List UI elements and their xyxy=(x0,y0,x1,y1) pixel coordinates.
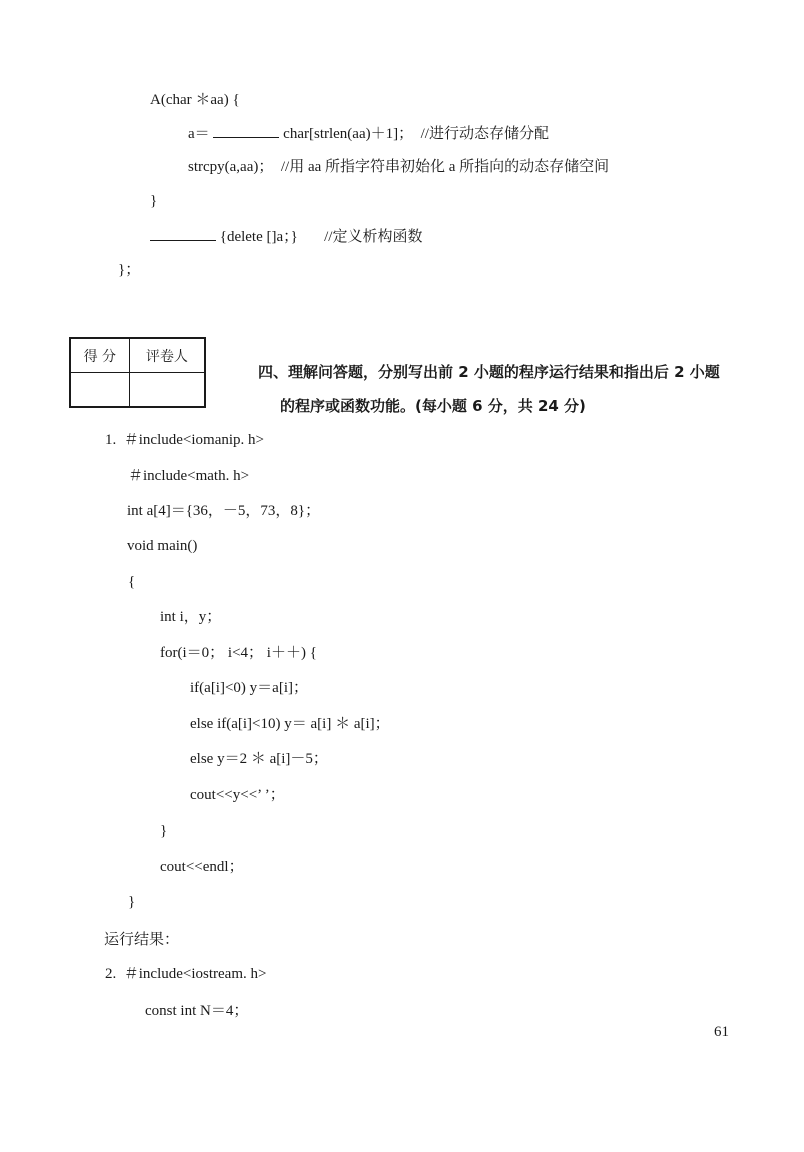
score-cell[interactable] xyxy=(70,373,129,408)
code-line: }； xyxy=(118,262,141,278)
code-line xyxy=(150,226,422,247)
q2-code-line: 2. ＃include<iostream. h> xyxy=(105,966,267,982)
fill-in-blank[interactable] xyxy=(150,226,216,241)
grader-header: 评卷人 xyxy=(129,338,205,373)
q1-code-line: } xyxy=(128,894,136,910)
section-heading: 四、理解问答题，分别写出前 2 小题的程序运行结果和指出后 2 小题 xyxy=(258,363,720,381)
q1-code-line: else y＝2 ＊ a[i]－5； xyxy=(190,751,328,767)
q1-code-line: void main() xyxy=(127,538,198,554)
q1-code-line: ＃include<math. h> xyxy=(128,468,250,484)
q1-code-line: { xyxy=(128,574,136,590)
code-line: A(char ＊aa) { xyxy=(150,92,240,108)
q1-code-line: cout<<endl； xyxy=(160,859,244,875)
code-line xyxy=(188,123,549,144)
q1-code-line: 1. ＃include<iomanip. h> xyxy=(105,432,264,448)
q1-code-line: int i，y； xyxy=(160,609,222,625)
q1-code-line: int a[4]＝{36，－5，73，8}； xyxy=(127,503,321,519)
code-text: {delete []a；} //定义析构函数 xyxy=(216,229,423,245)
code-line: strcpy(a,aa)； //用 aa 所指字符串初始化 a 所指向的动态存储空间 xyxy=(188,159,610,175)
code-line: } xyxy=(150,193,158,209)
q1-code-line: else if(a[i]<10) y＝ a[i] ＊ a[i]； xyxy=(190,716,390,732)
q2-code-line: const int N＝4； xyxy=(145,1003,249,1019)
result-label: 运行结果： xyxy=(104,930,180,948)
q1-code-line: if(a[i]<0) y＝a[i]； xyxy=(190,680,308,696)
q1-code-line: for(i＝0； i<4； i＋＋) { xyxy=(160,645,317,661)
score-table xyxy=(69,337,206,408)
section-heading-cont: 的程序或函数功能。(每小题 6 分，共 24 分) xyxy=(280,397,586,415)
grader-cell[interactable] xyxy=(129,373,205,408)
code-text: char[strlen(aa)＋1]； //进行动态存储分配 xyxy=(279,126,549,142)
code-text: a＝ xyxy=(188,126,214,142)
q1-code-line: cout<<y<<’ ’； xyxy=(190,787,285,803)
q1-code-line: } xyxy=(160,823,168,839)
fill-in-blank[interactable] xyxy=(213,123,279,138)
score-header: 得 分 xyxy=(70,338,129,373)
page-number: 61 xyxy=(714,1024,729,1040)
